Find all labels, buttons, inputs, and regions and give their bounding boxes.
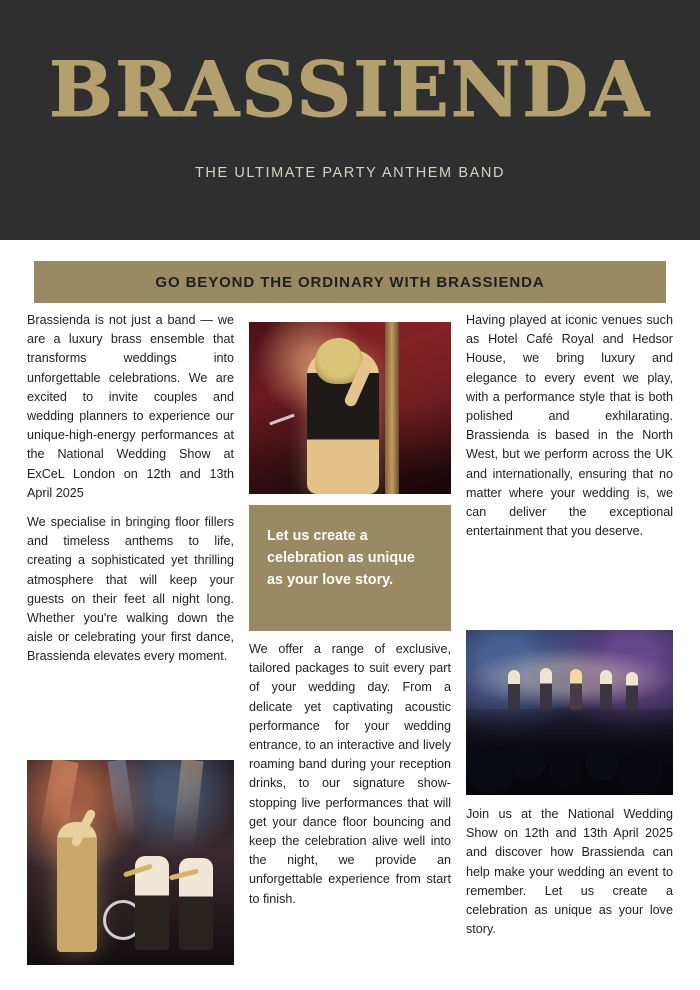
section-banner [34,261,666,303]
pull-quote-text: Let us create a celebration as unique as your love story. [267,528,415,588]
middle-column [249,640,451,909]
photo-crowd-performance [466,630,673,795]
stage-pole-decor [385,322,399,494]
performer-decor [626,672,638,710]
header-banner [0,0,700,240]
pull-quote-block [249,505,451,631]
performer-decor [570,669,582,711]
photo-female-singer [249,322,451,494]
section-banner-text: GO BEYOND THE ORDINARY WITH BRASSIENDA [155,273,545,291]
audience-silhouettes-decor [466,709,673,795]
performer-decor [600,670,612,710]
performer-decor [540,668,552,712]
photo-brass-band [27,760,234,965]
right-paragraph-2: Join us at the National Wedding Show on 12th and 13th April 2025 and discover how Brassienda can help make your wedding an event to remember. Let us create a celebration as unique as your love story. [466,807,673,937]
right-paragraph-1: Having played at iconic venues such as Hotel Café Royal and Hedsor House, we bring luxury and elegance to every event we play, with a performance style that is both polished and exhilarating. Brassienda is based in the North West, but we perform across the UK and internationally, ensuring that no matter where your wedding is, we can deliver the exceptional entertainment that you deserve. [466,313,673,539]
left-paragraph-2: We specialise in bringing floor fillers and timeless anthems to life, creating a sophisticated yet thrilling atmosphere that will keep your guests on their feet all night long. Whether you're walking down the aisle or celebrating your first dance, Brassienda elevates every moment. [27,515,234,664]
right-column-lower [466,805,673,939]
middle-paragraph-1: We offer a range of exclusive, tailored packages to suit every part of your wedding day. From a delicate yet captivating acoustic performance for your wedding entrance, to an interactive and lively roaming band during your reception drinks, to our signature show-stopping live performances that will get your dance floor bouncing and keep the celebration alive well into the night, we provide an unforgettable experience from start to finish. [249,642,451,906]
left-paragraph-1: Brassienda is not just a band — we are a luxury brass ensemble that transforms weddings into unforgettable celebrations. We are excited to invite couples and wedding planners to experience our unique-high-energy performances at the National Wedding Show at ExCeL London on 12th and 13th April 2025 [27,313,234,500]
brand-subtitle: THE ULTIMATE PARTY ANTHEM BAND [194,165,506,181]
left-column [27,311,234,667]
right-column [466,311,673,541]
stage-light-beam-decor [173,760,204,847]
stage-light-beam-decor [108,760,137,841]
microphone-decor [269,414,294,426]
performer-decor [508,670,520,710]
brand-title: BRASSIENDA [48,45,652,134]
